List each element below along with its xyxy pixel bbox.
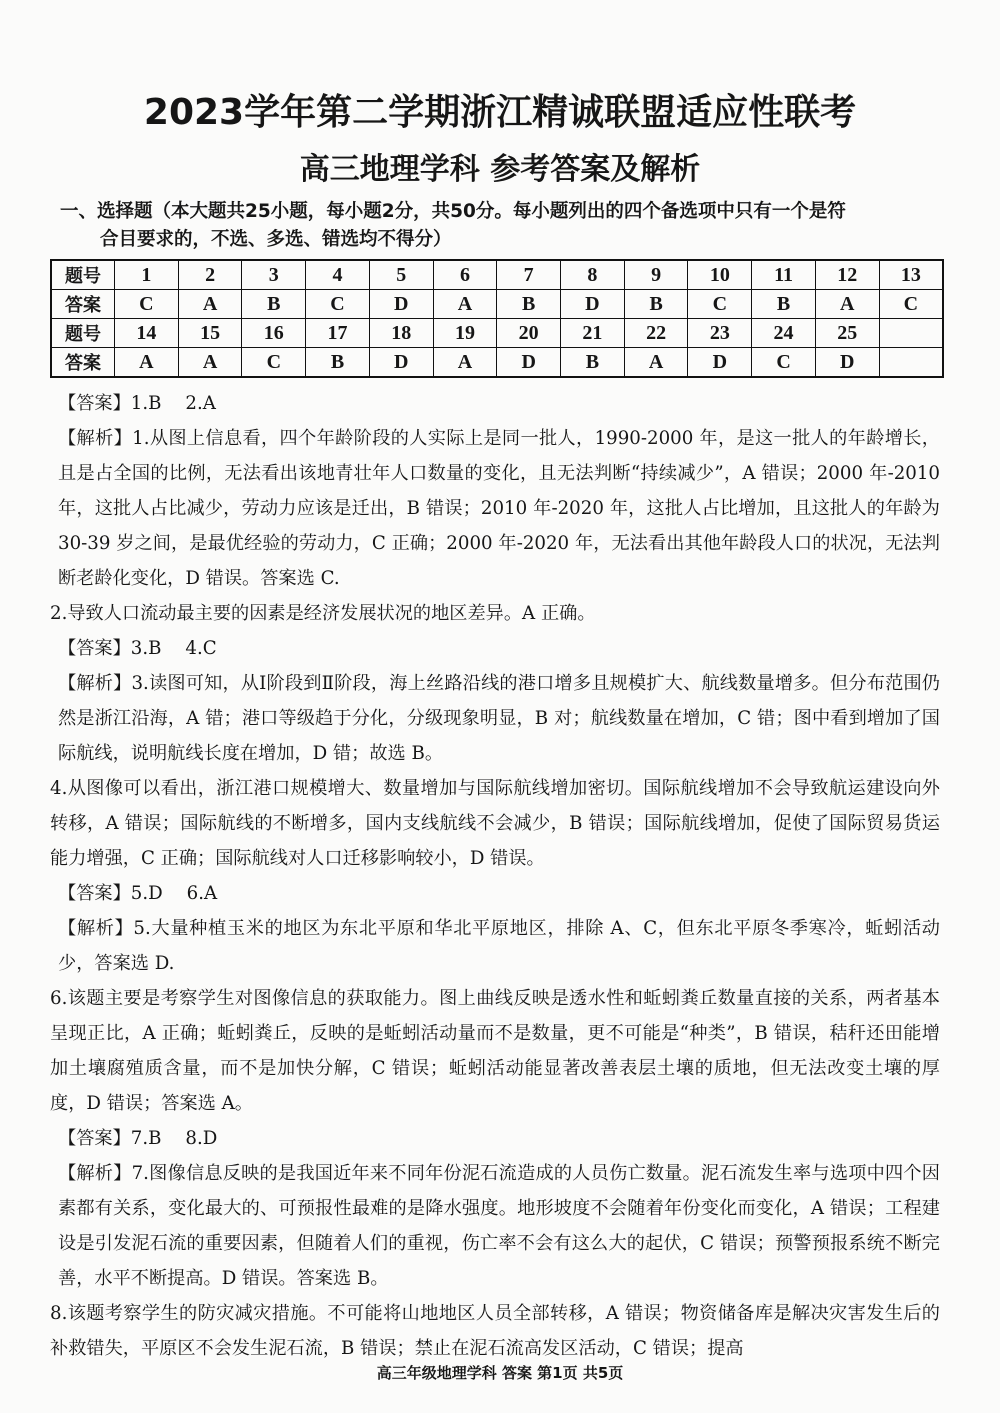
question-number-cell: 12 xyxy=(815,260,879,290)
answer-cell: B xyxy=(306,348,370,378)
question-number-cell: 5 xyxy=(369,260,433,290)
question-number-cell: 23 xyxy=(688,319,752,348)
explanation-paragraph: 4.从图像可以看出，浙江港口规模增大、数量增加与国际航线增加密切。国际航线增加不会导致航运建设向外转移，A 错误；国际航线的不断增多，国内支线航线不会减少，B 错误；国际航线增加，促使了国际贸易货运能力增强，C 正确；国际航线对人口迁移影响较小，D 错误。 xyxy=(50,778,940,869)
question-number-cell: 20 xyxy=(497,319,561,348)
question-number-cell: 21 xyxy=(561,319,625,348)
answer-cell: B xyxy=(561,348,625,378)
answer-row xyxy=(51,290,943,319)
document-title: 2023学年第二学期浙江精诚联盟适应性联考 xyxy=(143,92,857,133)
explanation-paragraph: 2.导致人口流动最主要的因素是经济发展状况的地区差异。A 正确。 xyxy=(50,603,596,624)
question-number-cell xyxy=(879,319,943,348)
answer-cell: A xyxy=(115,348,179,378)
answer-cell: C xyxy=(115,290,179,319)
question-number-cell: 4 xyxy=(306,260,370,290)
explanation-paragraph: 【答案】7.B 8.D xyxy=(58,1128,218,1149)
answer-cell: C xyxy=(879,290,943,319)
explanation-paragraph: 【答案】1.B 2.A xyxy=(58,393,216,414)
row-header: 题号 xyxy=(51,319,115,348)
answer-cell: B xyxy=(242,290,306,319)
answer-cell: D xyxy=(497,348,561,378)
answer-cell: C xyxy=(688,290,752,319)
question-number-cell: 14 xyxy=(115,319,179,348)
answer-cell: A xyxy=(178,290,242,319)
document-subtitle: 高三地理学科 参考答案及解析 xyxy=(299,152,701,187)
question-number-cell: 18 xyxy=(369,319,433,348)
answer-cell: D xyxy=(688,348,752,378)
explanation-paragraph: 【解析】3.读图可知，从Ⅰ阶段到Ⅱ阶段，海上丝路沿线的港口增多且规模扩大、航线数量增多。但分布范围仍然是浙江沿海，A 错；港口等级趋于分化，分级现象明显，B 对；航线数量在增加，C 错；图中看到增加了国际航线，说明航线长度在增加，D 错；故选 B。 xyxy=(58,673,940,764)
explanation-paragraph: 【解析】7.图像信息反映的是我国近年来不同年份泥石流造成的人员伤亡数量。泥石流发生率与选项中四个因素都有关系，变化最大的、可预报性最难的是降水强度。地形坡度不会随着年份变化而变化，A 错误；工程建设是引发泥石流的重要因素，但随着人们的重视，伤亡率不会有这么大的起伏，C 错误；预警预报系统不断完善，水平不断提高。D 错误。答案选 B。 xyxy=(58,1163,940,1289)
question-number-cell: 10 xyxy=(688,260,752,290)
question-number-cell: 1 xyxy=(115,260,179,290)
answer-cell: B xyxy=(752,290,816,319)
page-footer: 高三年级地理学科 答案 第1页 共5页 xyxy=(376,1364,624,1382)
answer-cell: C xyxy=(752,348,816,378)
answer-cell: A xyxy=(624,348,688,378)
question-number-cell: 6 xyxy=(433,260,497,290)
question-number-cell: 8 xyxy=(561,260,625,290)
answer-cell: D xyxy=(369,348,433,378)
answer-cell: D xyxy=(561,290,625,319)
section-heading xyxy=(60,198,940,254)
answer-cell: D xyxy=(369,290,433,319)
section-heading-line-1: 一、选择题（本大题共25小题，每小题2分，共50分。每小题列出的四个备选项中只有一个是符 xyxy=(60,201,846,222)
question-number-row xyxy=(51,260,943,290)
question-number-cell: 19 xyxy=(433,319,497,348)
answer-cell: A xyxy=(433,348,497,378)
question-number-cell: 24 xyxy=(752,319,816,348)
question-number-cell: 2 xyxy=(178,260,242,290)
question-number-cell: 9 xyxy=(624,260,688,290)
explanation-paragraph: 6.该题主要是考察学生对图像信息的获取能力。图上曲线反映是透水性和蚯蚓粪丘数量直接的关系，两者基本呈现正比，A 正确；蚯蚓粪丘，反映的是蚯蚓活动量而不是数量，更不可能是“种类”，B 错误，秸秆还田能增加土壤腐殖质含量，而不是加快分解，C 错误；蚯蚓活动能显著改善表层土壤的质地，但无法改变土壤的厚度，D 错误；答案选 A。 xyxy=(50,988,940,1114)
answer-cell: D xyxy=(815,348,879,378)
question-number-cell: 25 xyxy=(815,319,879,348)
explanation-paragraph: 【答案】3.B 4.C xyxy=(58,638,217,659)
question-number-cell: 15 xyxy=(178,319,242,348)
answer-cell: B xyxy=(624,290,688,319)
question-number-cell: 17 xyxy=(306,319,370,348)
question-number-cell: 3 xyxy=(242,260,306,290)
answer-cell: B xyxy=(497,290,561,319)
section-heading-line-2: 合目要求的，不选、多选、错选均不得分） xyxy=(100,229,452,250)
question-number-cell: 11 xyxy=(752,260,816,290)
question-number-cell: 16 xyxy=(242,319,306,348)
question-number-cell: 22 xyxy=(624,319,688,348)
explanation-paragraph: 【答案】5.D 6.A xyxy=(58,883,218,904)
explanation-paragraph: 8.该题考察学生的防灾减灾措施。不可能将山地地区人员全部转移，A 错误；物资储备库是解决灾害发生后的补救错失，平原区不会发生泥石流，B 错误；禁止在泥石流高发区活动，C 错误；提高 xyxy=(50,1303,940,1359)
answer-cell: C xyxy=(306,290,370,319)
question-number-cell: 7 xyxy=(497,260,561,290)
answer-cell: A xyxy=(433,290,497,319)
answer-cell xyxy=(879,348,943,378)
row-header: 题号 xyxy=(51,260,115,290)
row-header: 答案 xyxy=(51,348,115,378)
row-header: 答案 xyxy=(51,290,115,319)
answer-cell: A xyxy=(815,290,879,319)
answer-table xyxy=(50,259,944,378)
explanation-body xyxy=(50,386,940,1366)
answer-cell: C xyxy=(242,348,306,378)
answer-cell: A xyxy=(178,348,242,378)
explanation-paragraph: 【解析】1.从图上信息看，四个年龄阶段的人实际上是同一批人，1990-2000 年，是这一批人的年龄增长，且是占全国的比例，无法看出该地青壮年人口数量的变化，且无法判断“持续减少”，A 错误；2000 年-2010 年，这批人占比减少，劳动力应该是迁出，B 错误；2010 年-2020 年，这批人占比增加，且这批人的年龄为 30-39 岁之间，是最优经验的劳动力，C 正确；2000 年-2020 年，无法看出其他年龄段人口的状况，无法判断老龄化变化，D 错误。答案选 C. xyxy=(58,428,940,589)
answer-row xyxy=(51,348,943,378)
question-number-row xyxy=(51,319,943,348)
explanation-paragraph: 【解析】5.大量种植玉米的地区为东北平原和华北平原地区，排除 A、C，但东北平原冬季寒冷，蚯蚓活动少，答案选 D. xyxy=(58,918,940,974)
question-number-cell: 13 xyxy=(879,260,943,290)
